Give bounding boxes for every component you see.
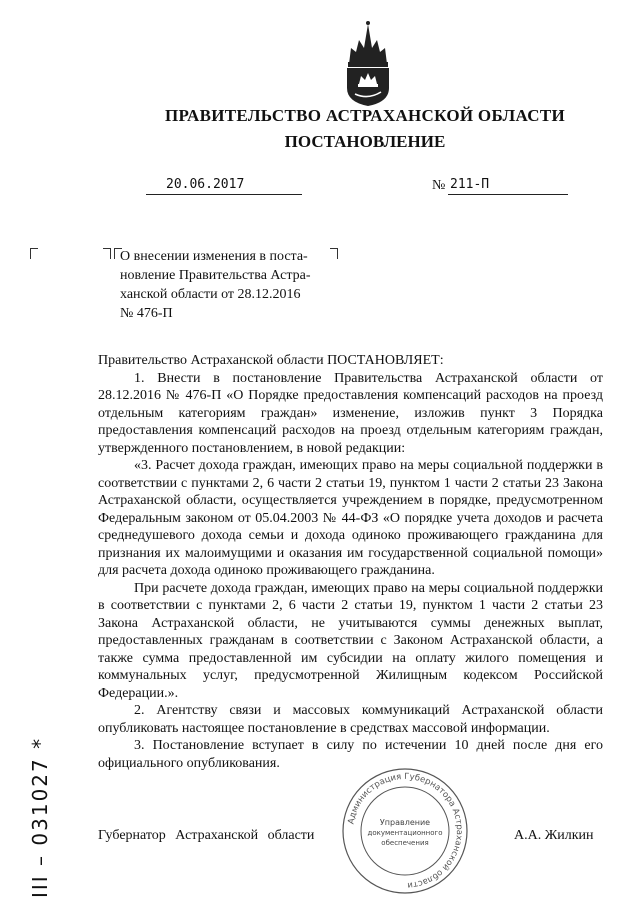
government-heading: ПРАВИТЕЛЬСТВО АСТРАХАНСКОЙ ОБЛАСТИ bbox=[165, 106, 565, 125]
corner-mark-left bbox=[30, 248, 38, 259]
number-underline bbox=[448, 194, 568, 195]
title-line: ханской области от 28.12.2016 bbox=[120, 287, 301, 302]
signatory-name: А.А. Жилкин bbox=[514, 828, 594, 843]
corner-mark-title-left bbox=[103, 248, 111, 259]
stamp-ring-text: Администрация Губернатора Астраханской области bbox=[346, 771, 465, 891]
document-type-heading: ПОСТАНОВЛЕНИЕ bbox=[284, 132, 446, 151]
number-sign: № bbox=[432, 178, 446, 193]
official-stamp bbox=[340, 766, 470, 896]
document-body bbox=[98, 352, 603, 772]
document-number: 211-П bbox=[450, 177, 490, 192]
intro-paragraph: Правительство Астраханской области ПОСТАНОВЛЯЕТ: bbox=[98, 353, 444, 368]
title-line: О внесении изменения в поста- bbox=[120, 249, 308, 264]
side-registration-code: III – 031027 * bbox=[28, 736, 52, 898]
paragraph-3: 3. Постановление вступает в силу по истечении 10 дней после дня его официального опубликования. bbox=[98, 738, 603, 771]
title-line: № 476-П bbox=[120, 306, 173, 321]
signatory-position: Губернатор Астраханской области bbox=[98, 828, 315, 843]
paragraph-1: 1. Внести в постановление Правительства Астраханской области от 28.12.2016 № 476-П «О Порядке предоставления компенсаций расходов на проезд отдельным категориям граждан» изменение, изложив пункт 3 Порядка предоставления компенсаций расходов на проезд отдельным категориям граждан, утвержденного постановлением, в новой редакции: bbox=[98, 370, 603, 456]
stamp-center-line: документационного bbox=[367, 829, 443, 837]
paragraph-1-quote-1: «3. Расчет дохода граждан, имеющих право на меры социальной поддержки в соответствии с пунктами 2, 6 части 2 статьи 19, пунктом 1 части 2 статьи 23 Закона Астраханской области, осуществляется учреждением в порядке, предусмотренном Федеральным законом от 05.04.2003 № 44-ФЗ «О порядке учета доходов и расчета среднедушевого дохода семьи и дохода одиноко проживающего гражданина для признания их малоимущими и оказания им государственной социальной помощи» для расчета дохода одиноко проживающего гражданина. bbox=[98, 458, 603, 578]
paragraph-1-quote-2: При расчете дохода граждан, имеющих право на меры социальной поддержки в соответствии с пунктами 2, 6 части 2 статьи 19, пунктом 1 части 2 статьи 23 Закона Астраханской области, не учитываются суммы денежных выплат, предоставленных гражданам в соответствии с Законом Астраханской области, а также сумма предоставленной им субсидии на оплату жилого помещения и коммунальных услуг, предусмотренной Жилищным кодексом Российской Федерации.». bbox=[98, 580, 603, 701]
coat-of-arms-emblem bbox=[343, 18, 393, 106]
date-underline bbox=[146, 194, 302, 195]
stamp-center-line: обеспечения bbox=[381, 839, 429, 847]
stamp-center-line: Управление bbox=[379, 818, 431, 827]
document-date: 20.06.2017 bbox=[166, 177, 245, 192]
paragraph-2: 2. Агентству связи и массовых коммуникаций Астраханской области опубликовать настоящее постановление в средствах массовой информации. bbox=[98, 703, 603, 736]
document-title bbox=[120, 247, 334, 323]
title-line: новление Правительства Астра- bbox=[120, 268, 311, 283]
